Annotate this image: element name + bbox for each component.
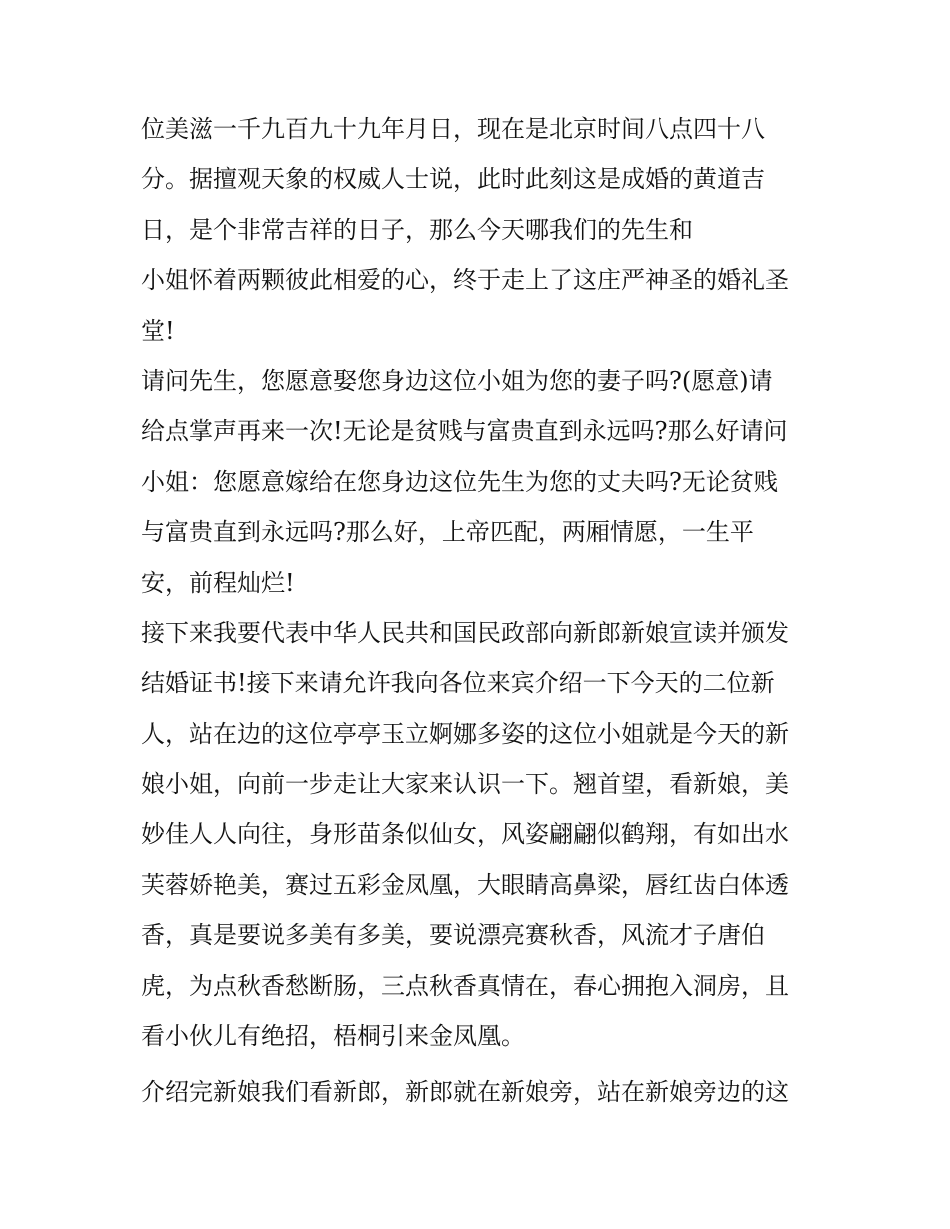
text-line: 人，站在边的这位亭亭玉立婀娜多姿的这位小姐就是今天的新 bbox=[141, 719, 789, 748]
text-line: 小姐怀着两颗彼此相爱的心，终于走上了这庄严神圣的婚礼圣 bbox=[141, 266, 789, 295]
text-line: 日，是个非常吉祥的日子，那么今天哪我们的先生和 bbox=[141, 215, 693, 244]
text-line: 结婚证书!接下来请允许我向各位来宾介绍一下今天的二位新 bbox=[141, 669, 775, 698]
text-line: 虎，为点秋香愁断肠，三点秋香真情在，春心拥抱入洞房，且 bbox=[141, 971, 789, 1000]
text-line: 分。据擅观天象的权威人士说，此时此刻这是成婚的黄道吉 bbox=[141, 165, 765, 194]
text-line: 请问先生，您愿意娶您身边这位小姐为您的妻子吗?(愿意)请 bbox=[141, 366, 773, 395]
text-line: 香，真是要说多美有多美，要说漂亮赛秋香，风流才子唐伯 bbox=[141, 921, 765, 950]
document-body bbox=[141, 109, 821, 1123]
text-line: 位美滋一千九百九十九年月日，现在是北京时间八点四十八 bbox=[141, 115, 765, 143]
text-line: 接下来我要代表中华人民共和国民政部向新郎新娘宣读并颁发 bbox=[141, 618, 789, 647]
text-line: 看小伙儿有绝招，梧桐引来金凤凰。 bbox=[141, 1022, 525, 1051]
text-line: 介绍完新娘我们看新郎，新郎就在新娘旁，站在新娘旁边的这 bbox=[141, 1078, 789, 1107]
text-line: 芙蓉娇艳美，赛过五彩金凤凰，大眼睛高鼻梁，唇红齿白体透 bbox=[141, 870, 789, 899]
text-line: 安，前程灿烂! bbox=[141, 568, 295, 597]
text-line: 小姐：您愿意嫁给在您身边这位先生为您的丈夫吗?无论贫贱 bbox=[141, 467, 778, 496]
text-line: 娘小姐，向前一步走让大家来认识一下。翘首望，看新娘，美 bbox=[141, 770, 789, 799]
text-line: 给点掌声再来一次!无论是贫贱与富贵直到永远吗?那么好请问 bbox=[141, 417, 788, 446]
text-line: 堂! bbox=[141, 316, 175, 345]
text-line: 与富贵直到永远吗?那么好，上帝匹配，两厢情愿，一生平 bbox=[141, 518, 754, 547]
text-line: 妙佳人人向往，身形苗条似仙女，风姿翩翩似鹤翔，有如出水 bbox=[141, 820, 789, 849]
